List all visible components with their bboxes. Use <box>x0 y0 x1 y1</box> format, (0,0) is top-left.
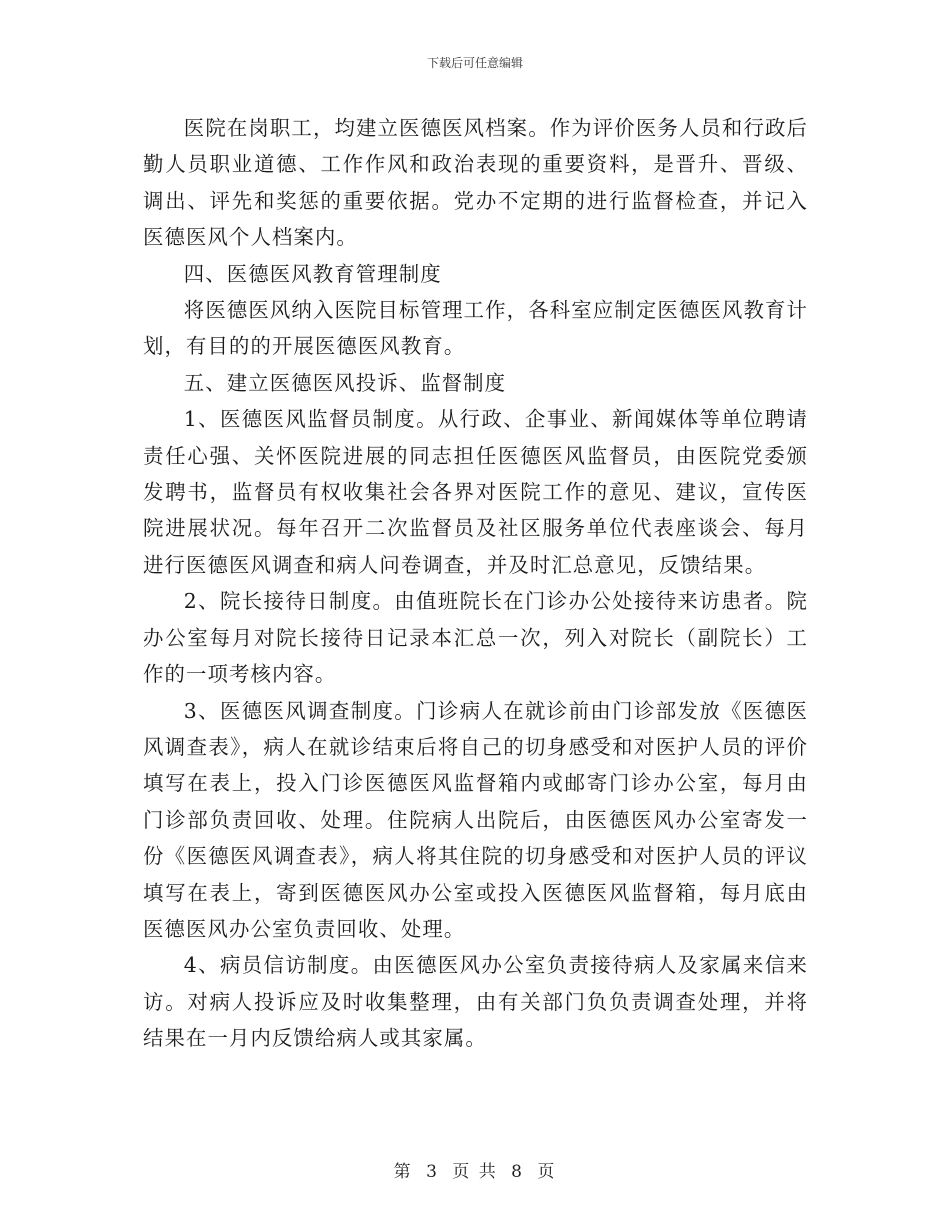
section-heading-5: 五、建立医德医风投诉、监督制度 <box>183 370 507 395</box>
section-heading-4: 四、医德医风教育管理制度 <box>183 261 442 286</box>
footer-middle: 页 共 <box>452 1162 498 1182</box>
footer-suffix: 页 <box>537 1162 557 1182</box>
document-body <box>143 110 808 1057</box>
paragraph-petition: 4、病员信访制度。由医德医风办公室负责接待病人及家属来信来访。对病人投诉应及时收集整理，由有关部门负负责调查处理，并将结果在一月内反馈给病人或其家属。 <box>143 953 808 1051</box>
page-number-footer <box>0 1157 950 1182</box>
footer-prefix: 第 <box>393 1162 413 1182</box>
paragraph-survey: 3、医德医风调查制度。门诊病人在就诊前由门诊部发放《医德医风调查表》，病人在就诊结束后将自己的切身感受和对医护人员的评价填写在表上，投入门诊医德医风监督箱内或邮寄门诊办公室，每月由门诊部负责回收、处理。住院病人出院后，由医德医风办公室寄发一份《医德医风调查表》，病人将其住院的切身感受和对医护人员的评议填写在表上，寄到医德医风办公室或投入医德医风监督箱，每月底由医德医风办公室负责回收、处理。 <box>143 698 808 941</box>
total-page-count: 8 <box>511 1162 524 1182</box>
page-header: 下载后可任意编辑 <box>426 56 523 70</box>
paragraph-supervisor: 1、医德医风监督员制度。从行政、企事业、新闻媒体等单位聘请责任心强、关怀医院进展的同志担任医德医风监督员，由医院党委颁发聘书，监督员有权收集社会各界对医院工作的意见、建议，宣传医院进展状况。每年召开二次监督员及社区服务单位代表座谈会、每月进行医德医风调查和病人问卷调查，并及时汇总意见，反馈结果。 <box>143 407 808 577</box>
current-page-number: 3 <box>426 1162 439 1182</box>
paragraph-archive: 医院在岗职工，均建立医德医风档案。作为评价医务人员和行政后勤人员职业道德、工作作风和政治表现的重要资料，是晋升、晋级、调出、评先和奖惩的重要依据。党办不定期的进行监督检查，并记入医德医风个人档案内。 <box>143 116 808 250</box>
paragraph-education: 将医德医风纳入医院目标管理工作，各科室应制定医德医风教育计划，有目的的开展医德医风教育。 <box>143 298 808 359</box>
paragraph-reception-day: 2、院长接待日制度。由值班院长在门诊办公处接待来访患者。院办公室每月对院长接待日记录本汇总一次，列入对院长（副院长）工作的一项考核内容。 <box>143 589 808 687</box>
